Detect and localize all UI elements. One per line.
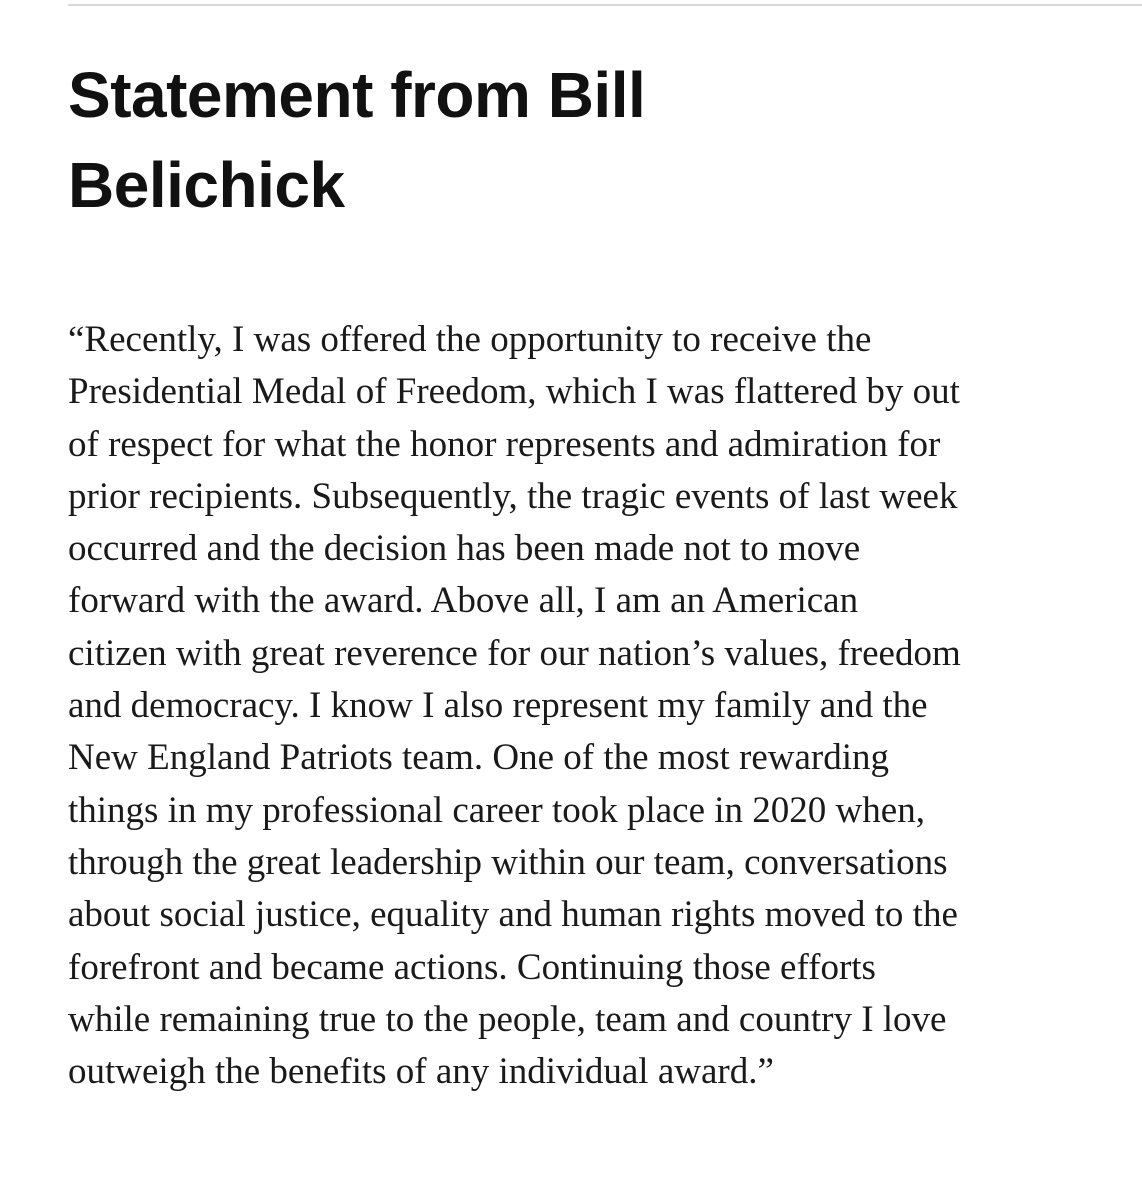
statement-line: and democracy. I know I also represent my family and the [68,685,928,727]
statement-line: while remaining true to the people, team and country I love [68,998,947,1040]
title-line: Statement from Bill [68,59,646,131]
statement-line: about social justice, equality and human rights moved to the [68,894,958,936]
statement-body [68,314,1138,1098]
statement-line: forward with the award. Above all, I am an American [68,580,859,622]
statement-line: occurred and the decision has been made not to move [68,528,861,570]
statement-line: through the great leadership within our team, conversations [68,841,948,883]
statement-line: citizen with great reverence for our nation’s values, freedom [68,632,961,674]
page-title [68,50,828,230]
statement-line: New England Patriots team. One of the most rewarding [68,737,889,779]
statement-line: Presidential Medal of Freedom, which I was flattered by out [68,371,960,413]
statement-line: “Recently, I was offered the opportunity to receive the [68,319,872,360]
title-line: Belichick [68,149,345,221]
statement-line: outweigh the benefits of any individual award.” [68,1051,774,1093]
top-divider [68,4,1142,6]
statement-line: prior recipients. Subsequently, the tragic events of last week [68,475,958,517]
statement-line: forefront and became actions. Continuing those efforts [68,946,876,988]
statement-line: of respect for what the honor represents and admiration for [68,423,941,465]
statement-line: things in my professional career took place in 2020 when, [68,789,925,831]
